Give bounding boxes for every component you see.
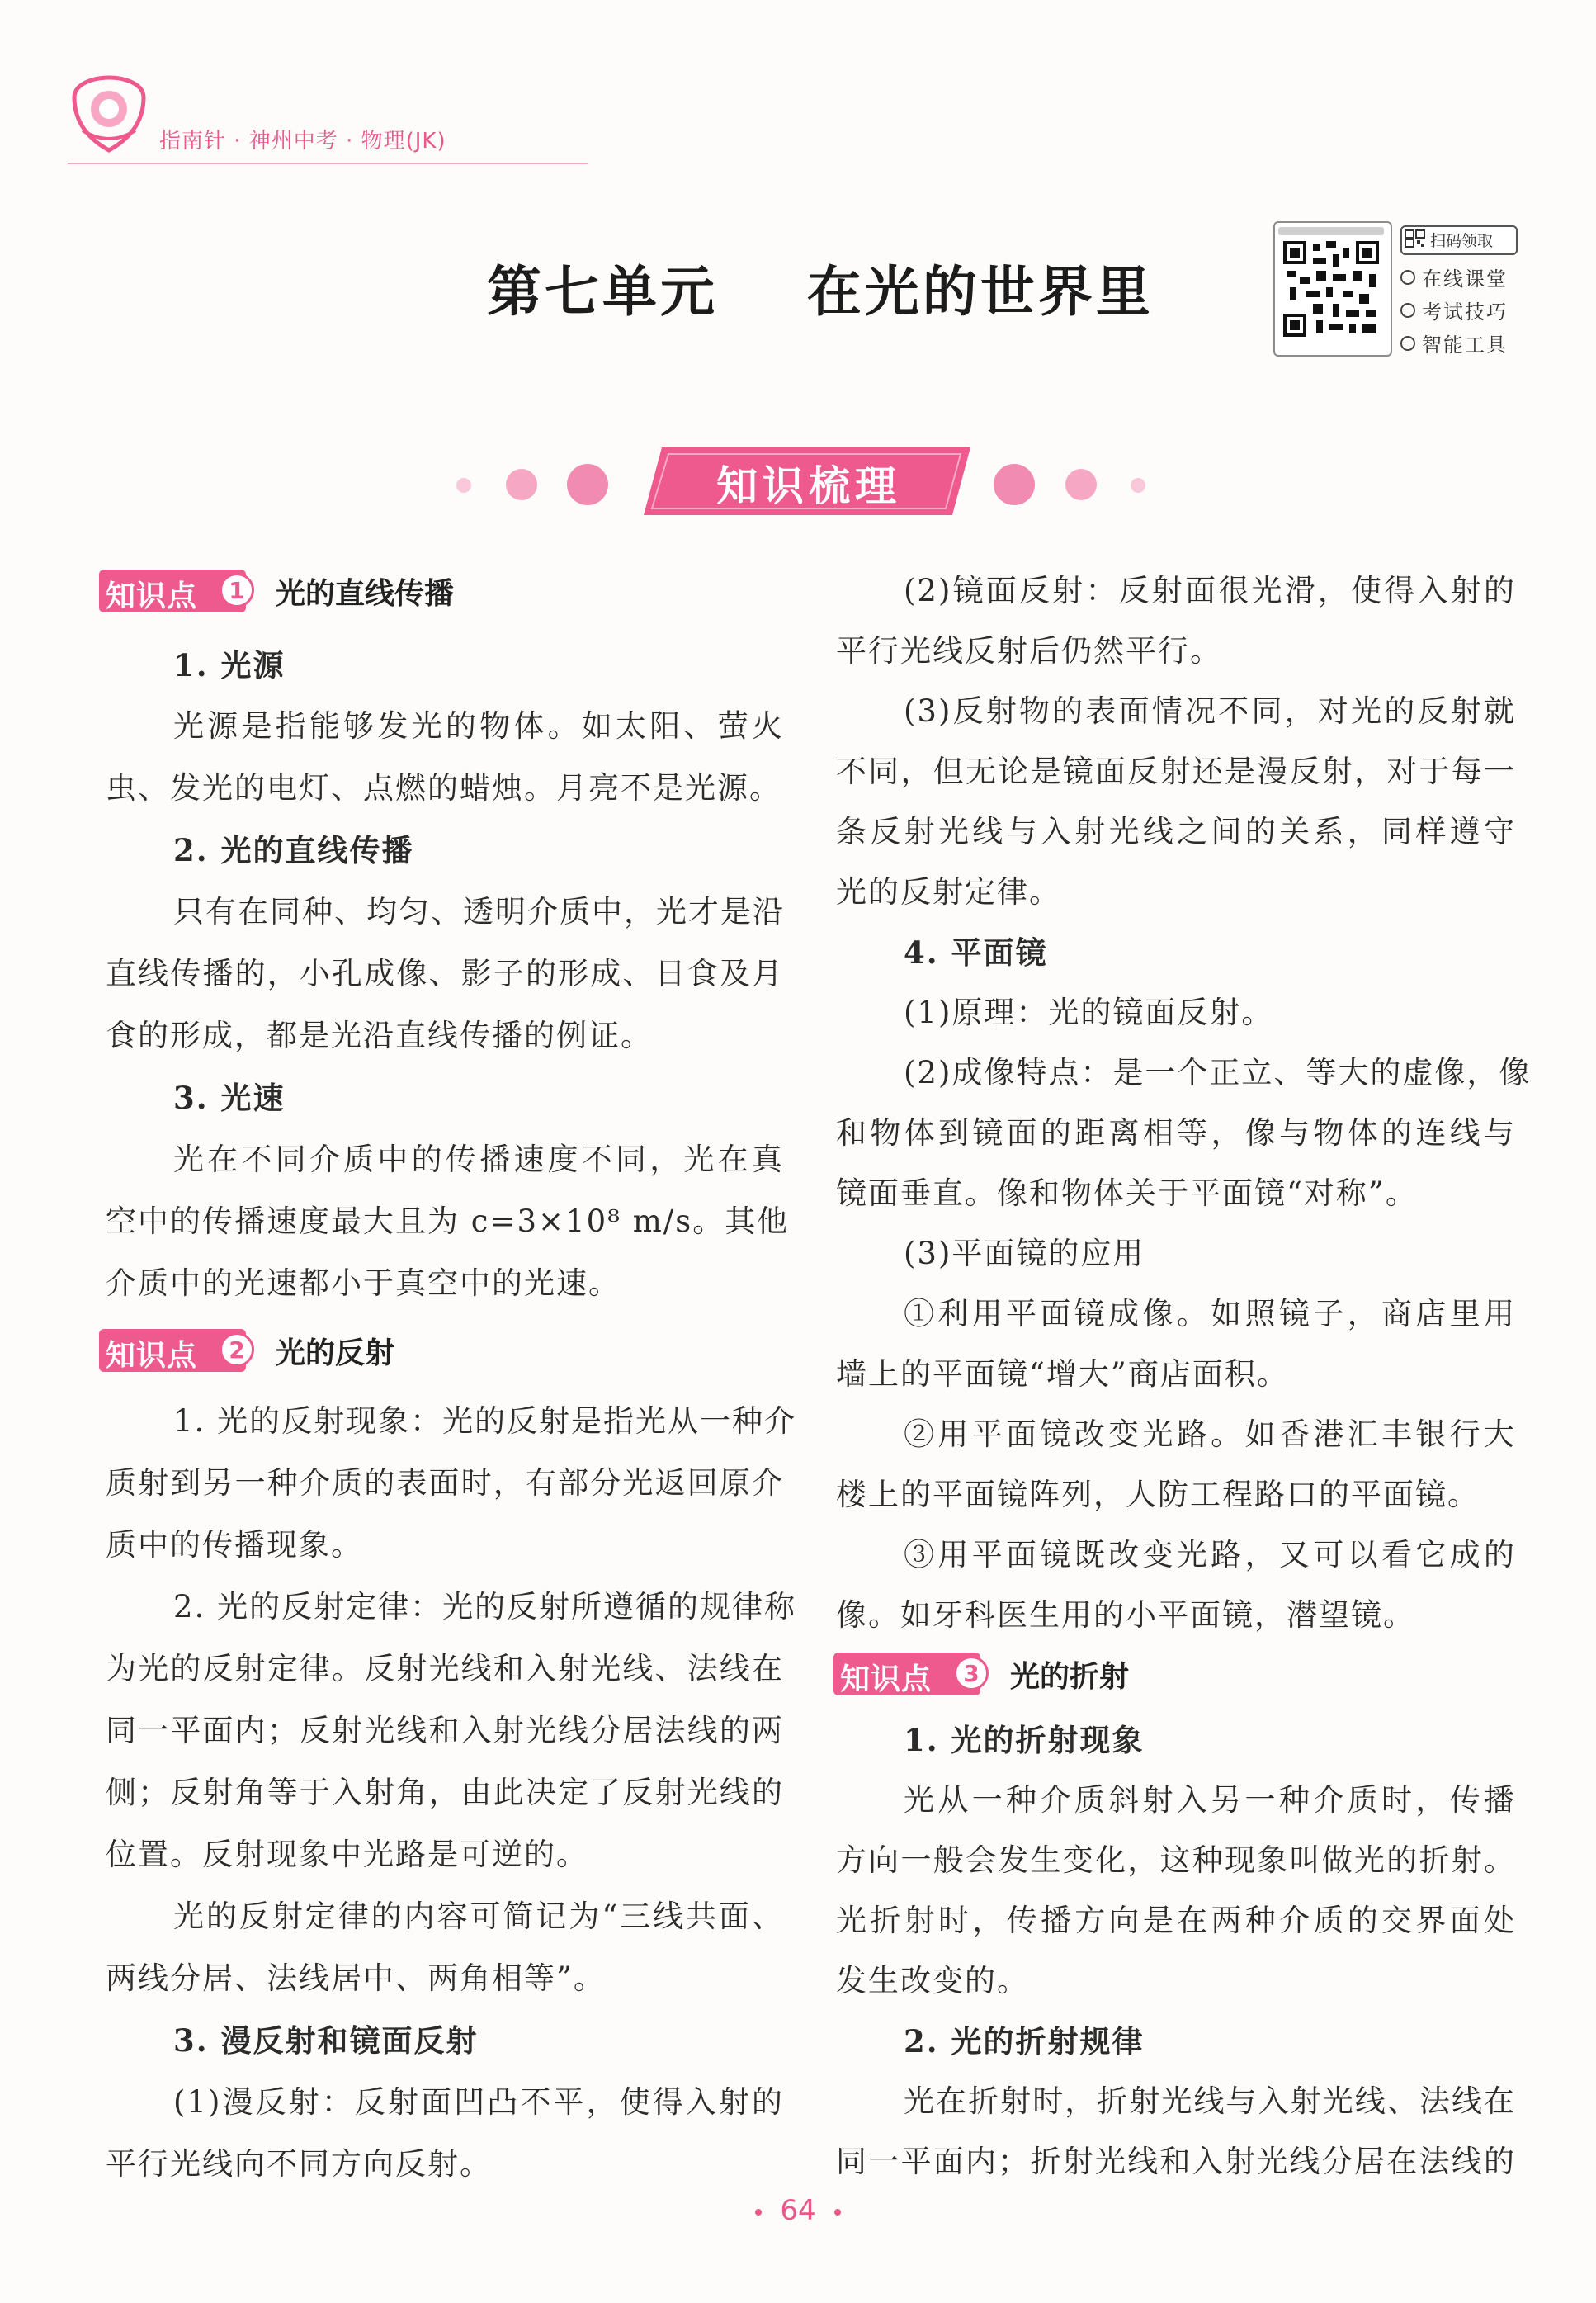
body-line: 光源是指能够发光的物体。如太阳、萤火 (173, 708, 784, 744)
publisher-logo (68, 73, 150, 155)
body-line: 侧；反射角等于入射角，由此决定了反射光线的 (106, 1775, 784, 1810)
subheading: 1. 光源 (173, 647, 286, 683)
body-line: 光的反射定律。 (836, 874, 1061, 910)
subheading: 2. 光的折射规律 (904, 2023, 1145, 2059)
decor-dot (1065, 469, 1097, 500)
body-line: 2. 光的反射定律：光的反射所遵循的规律称 (173, 1589, 797, 1624)
body-line: 光折射时，传播方向是在两种介质的交界面处 (836, 1903, 1516, 1938)
body-line: 只有在同种、均匀、透明介质中，光才是沿 (173, 894, 785, 929)
body-line: 为光的反射定律。反射光线和入射光线、法线在 (106, 1651, 784, 1686)
body-line: 像。如牙科医生用的小平面镜，潜望镜。 (836, 1597, 1415, 1633)
decor-dot (506, 469, 537, 500)
header-divider (68, 163, 588, 164)
body-line: 平行光线反射后仍然平行。 (836, 633, 1222, 669)
dot-icon (834, 2209, 841, 2216)
subheading: 4. 平面镜 (904, 934, 1048, 971)
body-line: 墙上的平面镜“增大”商店面积。 (836, 1356, 1289, 1392)
decor-dot (994, 464, 1035, 505)
body-line: (3)平面镜的应用 (904, 1236, 1145, 1271)
body-line: 不同，但无论是镜面反射还是漫反射，对于每一 (836, 754, 1516, 789)
section-title: 光的折射 (1010, 1659, 1130, 1694)
qr-item-exam-tips[interactable]: 考试技巧 (1400, 296, 1508, 324)
body-line: 食的形成，都是光沿直线传播的例证。 (106, 1018, 653, 1053)
body-line: 楼上的平面镜阵列，人防工程路口的平面镜。 (836, 1477, 1480, 1512)
body-line: 条反射光线与入射光线之间的关系，同样遵守 (836, 814, 1516, 849)
body-line: 质射到另一种介质的表面时，有部分光返回原介 (106, 1465, 784, 1501)
body-line: 位置。反射现象中光路是可逆的。 (106, 1837, 588, 1872)
unit-title: 第七单元 在光的世界里 (487, 260, 1154, 324)
body-line: 空中的传播速度最大且为 c=3×10⁸ m/s。其他 (106, 1204, 790, 1239)
section-title: 光的直线传播 (276, 576, 455, 611)
section-number: 2 (220, 1332, 254, 1367)
circle-bullet-icon (1400, 270, 1415, 285)
qr-code[interactable] (1283, 241, 1379, 337)
section-title: 光的反射 (276, 1336, 395, 1370)
qr-scan-icon (1405, 229, 1426, 248)
body-line: 质中的传播现象。 (106, 1527, 363, 1563)
body-line: 发生改变的。 (836, 1963, 1029, 1998)
body-line: 两线分居、法线居中、两角相等”。 (106, 1960, 606, 1996)
body-line: 同一平面内；折射光线和入射光线分居在法线的 (836, 2144, 1516, 2179)
body-line: 直线传播的，小孔成像、影子的形成、日食及月 (106, 956, 784, 991)
body-line: (1)原理：光的镜面反射。 (904, 995, 1274, 1030)
page-number: 64 (780, 2194, 816, 2227)
circle-bullet-icon (1400, 303, 1415, 318)
subheading: 3. 光速 (173, 1080, 286, 1116)
body-line: 平行光线向不同方向反射。 (106, 2146, 492, 2182)
qr-item-smart-tools[interactable]: 智能工具 (1400, 329, 1508, 357)
body-line: (2)成像特点：是一个正立、等大的虚像，像 (904, 1055, 1532, 1090)
subheading: 2. 光的直线传播 (173, 832, 414, 868)
body-line: 光在不同介质中的传播速度不同，光在真 (173, 1142, 784, 1177)
body-line: 虫、发光的电灯、点燃的蜡烛。月亮不是光源。 (106, 770, 781, 806)
body-line: 1. 光的反射现象：光的反射是指光从一种介 (173, 1403, 797, 1439)
section-banner: 知识梳理 (716, 462, 901, 510)
body-line: 方向一般会发生变化，这种现象叫做光的折射。 (836, 1842, 1516, 1878)
body-line: ②用平面镜改变光路。如香港汇丰银行大 (904, 1416, 1516, 1452)
body-line: 和物体到镜面的距离相等，像与物体的连线与 (836, 1115, 1516, 1151)
body-line: 光在折射时，折射光线与入射光线、法线在 (904, 2083, 1516, 2119)
page-footer (0, 2194, 1596, 2227)
dot-icon (755, 2209, 762, 2216)
body-line: 同一平面内；反射光线和入射光线分居法线的两 (106, 1713, 784, 1748)
decor-dot (567, 464, 608, 505)
body-line: 光从一种介质斜射入另一种介质时，传播 (904, 1782, 1516, 1818)
series-title: 指南针 · 神州中考 · 物理(JK) (159, 129, 446, 154)
decor-dot (456, 478, 471, 493)
subheading: 1. 光的折射现象 (904, 1722, 1145, 1758)
decor-dot (1131, 478, 1145, 493)
body-line: (2)镜面反射：反射面很光滑，使得入射的 (904, 573, 1516, 608)
qr-item-online-class[interactable]: 在线课堂 (1400, 262, 1508, 291)
body-line: 镜面垂直。像和物体关于平面镜“对称”。 (836, 1175, 1418, 1211)
section-number: 3 (954, 1656, 989, 1691)
section-badge: 知识点 1 (99, 570, 261, 612)
section-badge: 知识点 3 (833, 1653, 995, 1695)
section-head-2 (99, 1329, 394, 1372)
body-line: (3)反射物的表面情况不同，对光的反射就 (904, 693, 1516, 729)
body-line: ③用平面镜既改变光路，又可以看它成的 (904, 1537, 1516, 1572)
body-line: ①利用平面镜成像。如照镜子，商店里用 (904, 1296, 1516, 1331)
section-head-1 (99, 570, 454, 612)
section-number: 1 (220, 573, 254, 608)
body-line: 介质中的光速都小于真空中的光速。 (106, 1265, 621, 1301)
scan-label: 扫码领取 (1430, 232, 1494, 250)
circle-bullet-icon (1400, 336, 1415, 351)
body-line: (1)漫反射：反射面凹凸不平，使得入射的 (173, 2084, 784, 2120)
body-line: 光的反射定律的内容可简记为“三线共面、 (173, 1899, 784, 1934)
qr-frame-top (1278, 227, 1384, 235)
section-head-3 (833, 1653, 1129, 1695)
subheading: 3. 漫反射和镜面反射 (173, 2022, 479, 2059)
section-badge: 知识点 2 (99, 1329, 261, 1372)
